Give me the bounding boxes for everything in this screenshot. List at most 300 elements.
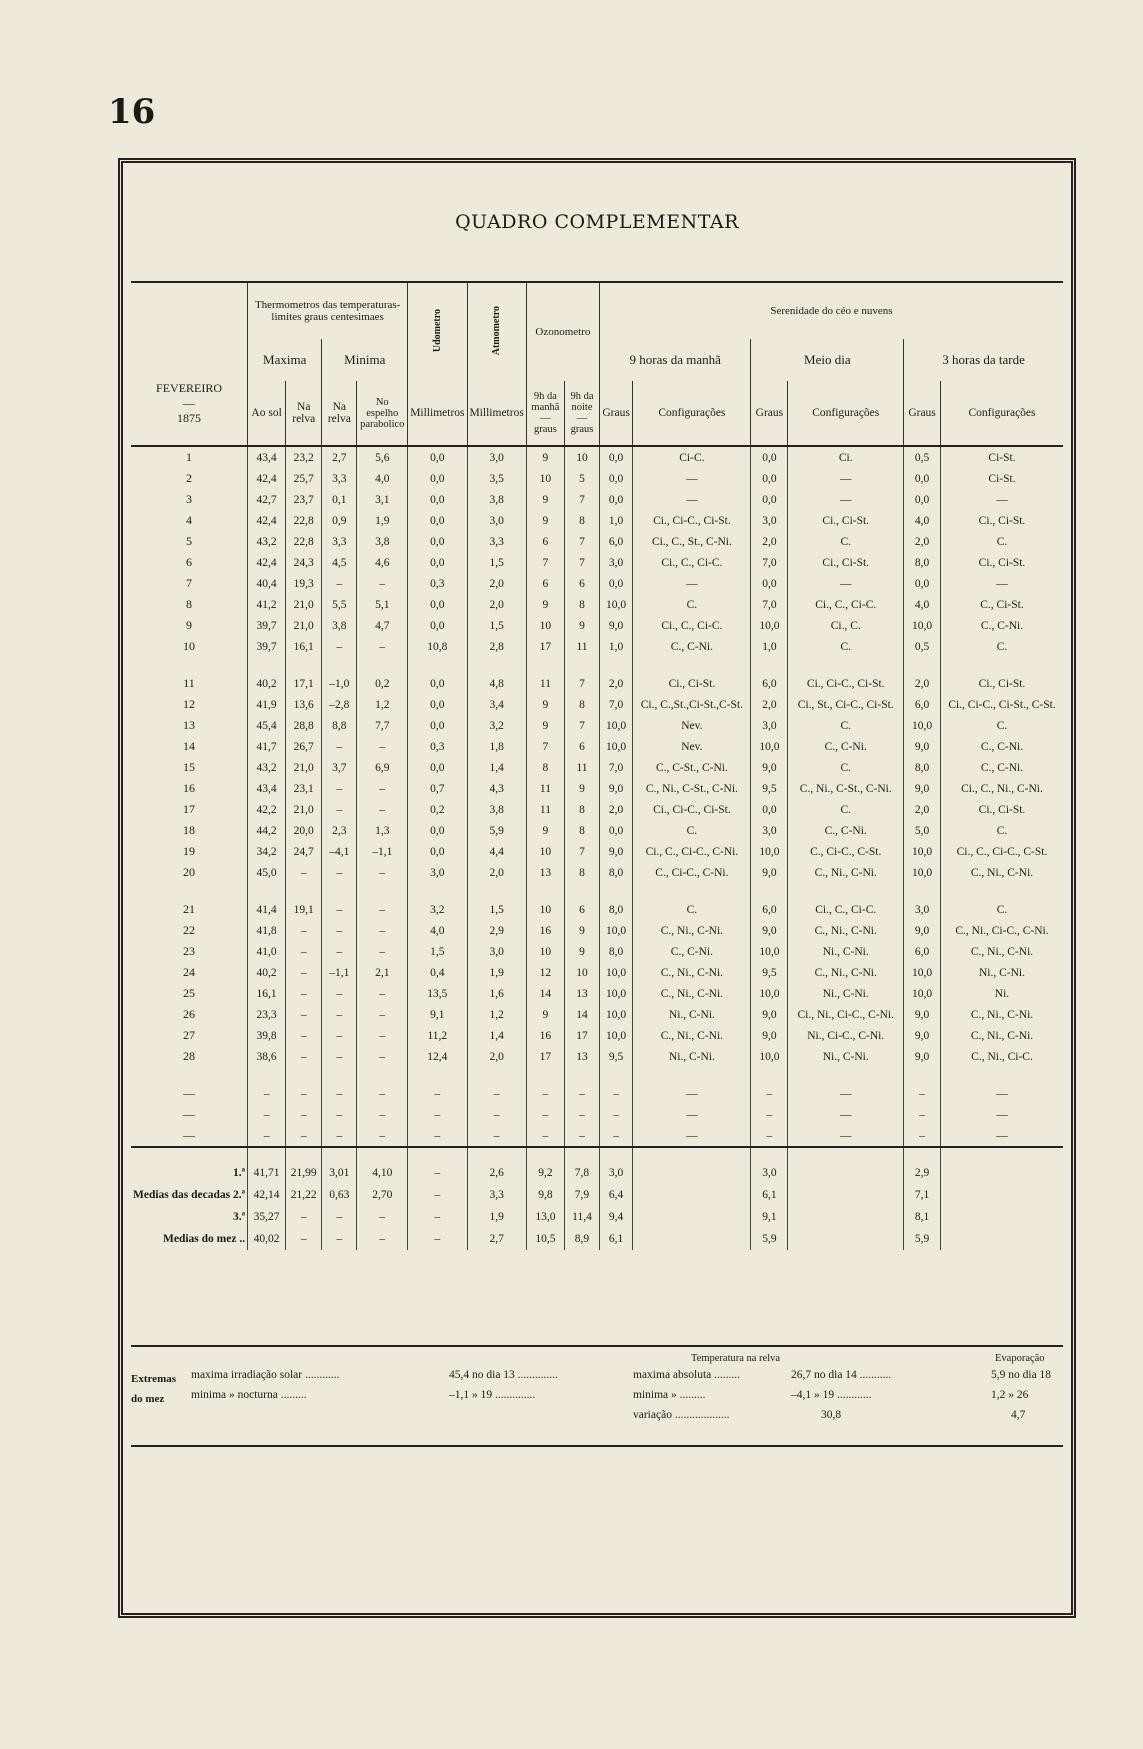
table-cell: – — [751, 1104, 788, 1125]
table-cell: 7 — [565, 489, 600, 510]
table-cell: 8 — [565, 820, 600, 841]
table-cell: 2,0 — [467, 594, 526, 615]
day-cell: — — [183, 1086, 196, 1100]
table-cell: – — [322, 778, 357, 799]
table-cell: – — [467, 1125, 526, 1147]
table-cell: 8 — [565, 510, 600, 531]
table-cell: 1,5 — [467, 552, 526, 573]
table-cell: 3,3 — [467, 531, 526, 552]
table-cell: C., C-Ni. — [788, 736, 904, 757]
table-cell: C. — [940, 715, 1063, 736]
summary-cell: – — [357, 1206, 408, 1228]
table-cell: 4,5 — [322, 552, 357, 573]
table-row — [131, 468, 1063, 489]
table-cell: C., Ni., C-Ni. — [940, 941, 1063, 962]
summary-cell — [788, 1228, 904, 1250]
summary-cell — [788, 1184, 904, 1206]
table-cell: – — [357, 1004, 408, 1025]
table-cell: 10,0 — [751, 941, 788, 962]
table-cell: Ci., Ci-C., Ci-St. — [633, 799, 751, 820]
table-cell: – — [322, 736, 357, 757]
table-cell: – — [322, 1004, 357, 1025]
table-cell: 12,4 — [408, 1046, 467, 1067]
table-cell: — — [788, 1083, 904, 1104]
summary-cell: 9,4 — [599, 1206, 632, 1228]
config-3h-header: Configurações — [940, 381, 1063, 446]
table-cell: Ci., C.,St.,Ci-St.,C-St. — [633, 694, 751, 715]
atmometro-header: Atmometro — [467, 282, 526, 381]
table-cell: C., Ni., C-Ni. — [788, 962, 904, 983]
table-cell: 41,2 — [248, 594, 286, 615]
table-cell: –4,1 — [322, 841, 357, 862]
table-cell: 10,0 — [599, 594, 632, 615]
day-cell: 13 — [183, 718, 196, 732]
table-cell: – — [357, 1104, 408, 1125]
day-cell: 2 — [186, 471, 193, 485]
table-cell: 3,0 — [467, 446, 526, 468]
table-cell: 4,7 — [357, 615, 408, 636]
table-cell: 39,7 — [248, 615, 286, 636]
month-header — [131, 282, 248, 381]
ex1-c: maxima absoluta ......... — [633, 1369, 740, 1381]
table-cell: C. — [633, 820, 751, 841]
day-cell: 20 — [183, 865, 196, 879]
table-cell: – — [904, 1104, 941, 1125]
table-cell: 10,0 — [904, 841, 941, 862]
table-cell: 7,0 — [599, 757, 632, 778]
table-cell: C., Ni., C-Ni. — [940, 1004, 1063, 1025]
summary-cell: 9,1 — [751, 1206, 788, 1228]
na-relva-max-header: Na relva — [286, 381, 322, 446]
table-cell: 6,9 — [357, 757, 408, 778]
table-cell: 34,2 — [248, 841, 286, 862]
summary-label: Medias do mez .. — [162, 1233, 246, 1245]
table-cell: 6 — [565, 899, 600, 920]
table-cell: 39,7 — [248, 636, 286, 657]
table-cell: 2,1 — [357, 962, 408, 983]
table-cell: – — [286, 1025, 322, 1046]
table-cell: Ci., Ci-St. — [940, 673, 1063, 694]
table-cell: – — [286, 1004, 322, 1025]
table-cell: 0,0 — [408, 694, 467, 715]
table-row — [131, 615, 1063, 636]
table-cell: 11 — [565, 757, 600, 778]
ex2-a: minima » nocturna ......... — [191, 1389, 307, 1401]
table-cell: 9,0 — [904, 1004, 941, 1025]
table-cell: 10 — [526, 841, 564, 862]
table-cell: 3,3 — [322, 468, 357, 489]
table-cell: 2,3 — [322, 820, 357, 841]
table-cell: 10,0 — [599, 920, 632, 941]
table-cell: Ni., C-Ni. — [788, 1046, 904, 1067]
table-cell: C. — [940, 820, 1063, 841]
table-cell: 7 — [526, 552, 564, 573]
table-cell: 0,0 — [408, 841, 467, 862]
summary-label: 3.ª — [233, 1211, 246, 1223]
table-cell: C., Ni., C-Ni. — [633, 920, 751, 941]
table-cell: 10 — [526, 615, 564, 636]
table-cell: 9,0 — [751, 1025, 788, 1046]
day-cell: 5 — [186, 534, 193, 548]
table-cell: 45,4 — [248, 715, 286, 736]
table-cell: C., Ni., C-Ni. — [940, 862, 1063, 883]
ex3-d: 30,8 — [821, 1409, 842, 1421]
table-cell: 10,0 — [904, 615, 941, 636]
table-cell: – — [526, 1125, 564, 1147]
table-cell: 8 — [565, 694, 600, 715]
table-cell: 6 — [565, 573, 600, 594]
table-cell: C., C-Ni. — [788, 820, 904, 841]
table-cell: 22,8 — [286, 510, 322, 531]
table-cell: – — [357, 899, 408, 920]
table-cell: – — [286, 1083, 322, 1104]
table-row — [131, 489, 1063, 510]
table-cell: 9,0 — [599, 841, 632, 862]
meio-dia-header: Meio dia — [751, 339, 904, 381]
table-cell: 2,0 — [467, 1046, 526, 1067]
decade-gap — [131, 883, 1063, 899]
table-cell: Ci-C. — [633, 446, 751, 468]
table-cell: – — [357, 1083, 408, 1104]
table-frame — [118, 158, 1076, 1618]
table-cell: Ni., C-Ni. — [940, 962, 1063, 983]
summary-cell — [788, 1206, 904, 1228]
day-cell: 1 — [186, 450, 193, 464]
table-cell: – — [248, 1104, 286, 1125]
table-cell: – — [248, 1083, 286, 1104]
data-table — [131, 281, 1063, 1250]
table-cell: — — [940, 489, 1063, 510]
table-cell: 0,0 — [751, 489, 788, 510]
table-cell: 21,0 — [286, 799, 322, 820]
table-cell: 9 — [526, 510, 564, 531]
table-cell: 9,0 — [751, 920, 788, 941]
table-row — [131, 636, 1063, 657]
table-cell: 3,0 — [904, 899, 941, 920]
table-cell: 3,0 — [467, 941, 526, 962]
table-cell: 7 — [565, 552, 600, 573]
table-cell: – — [357, 799, 408, 820]
day-cell: 17 — [183, 802, 196, 816]
summary-cell — [633, 1184, 751, 1206]
table-cell: 7,7 — [357, 715, 408, 736]
table-row — [131, 552, 1063, 573]
table-cell: 8,0 — [599, 941, 632, 962]
table-cell: C. — [940, 899, 1063, 920]
table-cell: 1,8 — [467, 736, 526, 757]
table-row — [131, 1004, 1063, 1025]
table-row — [131, 446, 1063, 468]
table-cell: 3,4 — [467, 694, 526, 715]
summary-cell: – — [408, 1228, 467, 1250]
table-row — [131, 510, 1063, 531]
summary-cell: 3,01 — [322, 1147, 357, 1184]
table-cell: Ci., Ci-C., Ci-St. — [788, 673, 904, 694]
table-cell: – — [322, 573, 357, 594]
day-cell: 14 — [183, 739, 196, 753]
day-cell: 23 — [183, 944, 196, 958]
table-cell: 21,0 — [286, 757, 322, 778]
summary-cell: 21,99 — [286, 1147, 322, 1184]
table-cell: 43,2 — [248, 531, 286, 552]
table-cell: – — [467, 1104, 526, 1125]
table-cell: – — [526, 1083, 564, 1104]
table-cell: 45,0 — [248, 862, 286, 883]
table-cell: 40,2 — [248, 962, 286, 983]
table-cell: 23,3 — [248, 1004, 286, 1025]
summary-cell: – — [408, 1206, 467, 1228]
table-cell: 42,4 — [248, 510, 286, 531]
summary-cell: 5,9 — [751, 1228, 788, 1250]
config-md-header: Configurações — [788, 381, 904, 446]
table-cell: 0,5 — [904, 446, 941, 468]
table-cell: 16 — [526, 920, 564, 941]
summary-row — [131, 1206, 1063, 1228]
day-cell: 26 — [183, 1007, 196, 1021]
table-cell: – — [751, 1125, 788, 1147]
table-cell: C., Ni., C-Ni. — [633, 983, 751, 1004]
table-cell: Ci., Ci-St. — [788, 552, 904, 573]
table-cell: 9,0 — [904, 920, 941, 941]
summary-cell: 6,1 — [599, 1228, 632, 1250]
summary-cell: 21,22 — [286, 1184, 322, 1206]
table-cell: 6,0 — [751, 899, 788, 920]
summary-cell: 7,8 — [565, 1147, 600, 1184]
table-cell: 5 — [565, 468, 600, 489]
bottom-rule — [131, 1445, 1063, 1447]
table-cell: Ci. — [788, 446, 904, 468]
table-cell: – — [322, 941, 357, 962]
page-number: 16 — [108, 92, 156, 132]
table-cell: 0,0 — [408, 615, 467, 636]
table-cell: 28,8 — [286, 715, 322, 736]
table-cell: 23,2 — [286, 446, 322, 468]
table-cell: — — [633, 468, 751, 489]
table-cell: C., Ni., C-St., C-Ni. — [788, 778, 904, 799]
relva-subheader: Temperatura na relva — [691, 1353, 781, 1364]
table-cell: 9 — [565, 778, 600, 799]
table-cell: 0,5 — [904, 636, 941, 657]
table-cell: – — [286, 1104, 322, 1125]
table-cell: Ci-St. — [940, 468, 1063, 489]
day-cell: 9 — [186, 618, 193, 632]
table-row — [131, 694, 1063, 715]
table-cell: 11,2 — [408, 1025, 467, 1046]
table-cell: – — [286, 941, 322, 962]
table-cell: – — [565, 1104, 600, 1125]
table-cell: 0,0 — [599, 446, 632, 468]
table-cell: 3,8 — [322, 615, 357, 636]
summary-cell: 8,9 — [565, 1228, 600, 1250]
extremes-label: Extremas do mez — [131, 1373, 177, 1405]
summary-cell: 13,0 — [526, 1206, 564, 1228]
graus-md-header: Graus — [751, 381, 788, 446]
table-cell: – — [322, 920, 357, 941]
table-cell: Ci., Ci-C., Ci-St. — [633, 510, 751, 531]
table-cell: 0,0 — [751, 446, 788, 468]
table-cell: Ci-St. — [940, 446, 1063, 468]
summary-cell — [940, 1228, 1063, 1250]
table-cell: Ci., C., St., C-Ni. — [633, 531, 751, 552]
table-cell: 3,0 — [751, 820, 788, 841]
table-cell: 41,0 — [248, 941, 286, 962]
table-cell: – — [322, 1125, 357, 1147]
table-cell: 14 — [526, 983, 564, 1004]
table-cell: 40,4 — [248, 573, 286, 594]
table-cell: 23,7 — [286, 489, 322, 510]
summary-cell — [633, 1228, 751, 1250]
maxima-header: Maxima — [248, 339, 322, 381]
table-cell: Ci., Ci-St. — [633, 673, 751, 694]
udometro-header: Udometro — [408, 282, 467, 381]
table-cell: 24,7 — [286, 841, 322, 862]
table-cell: 11 — [526, 673, 564, 694]
table-cell: 41,9 — [248, 694, 286, 715]
table-cell: 0,0 — [599, 489, 632, 510]
table-cell: 8,0 — [904, 552, 941, 573]
summary-cell: 9,2 — [526, 1147, 564, 1184]
table-cell: 17 — [526, 1046, 564, 1067]
table-cell: 42,7 — [248, 489, 286, 510]
day-cell: 6 — [186, 555, 193, 569]
table-cell: 1,0 — [599, 510, 632, 531]
table-cell: 16 — [526, 1025, 564, 1046]
table-cell: 0,0 — [904, 489, 941, 510]
table-cell: 3,0 — [751, 715, 788, 736]
summary-cell: 2,7 — [467, 1228, 526, 1250]
table-cell: 41,8 — [248, 920, 286, 941]
table-cell: 0,3 — [408, 736, 467, 757]
table-cell: 0,0 — [408, 673, 467, 694]
day-cell: 27 — [183, 1028, 196, 1042]
table-cell: 0,2 — [408, 799, 467, 820]
table-cell: 13,5 — [408, 983, 467, 1004]
udo-unit-header: Millimetros — [408, 381, 467, 446]
day-cell: 15 — [183, 760, 196, 774]
table-cell: Ci., C., Ni., C-Ni. — [940, 778, 1063, 799]
table-cell: – — [357, 1125, 408, 1147]
table-cell: 10,0 — [904, 983, 941, 1004]
table-cell: 10,0 — [751, 615, 788, 636]
table-cell: 6,0 — [751, 673, 788, 694]
table-cell: Ni., C-Ni. — [633, 1004, 751, 1025]
table-cell: 2,0 — [599, 673, 632, 694]
table-cell: 8 — [565, 799, 600, 820]
summary-cell: 41,71 — [248, 1147, 286, 1184]
day-cell: — — [183, 1107, 196, 1121]
summary-cell: 2,70 — [357, 1184, 408, 1206]
summary-cell — [940, 1206, 1063, 1228]
table-cell: 3,8 — [467, 799, 526, 820]
table-cell: – — [322, 1083, 357, 1104]
table-cell: 10,0 — [904, 862, 941, 883]
table-cell: 2,0 — [904, 531, 941, 552]
table-cell: 10,0 — [599, 1004, 632, 1025]
table-cell: 0,0 — [408, 757, 467, 778]
table-cell: 4,0 — [408, 920, 467, 941]
espelho-header: No espelho parabolico — [357, 381, 408, 446]
month-cell: FEVEREIRO — 1875 — [131, 381, 248, 446]
table-cell: 16,1 — [248, 983, 286, 1004]
table-cell: 11 — [565, 636, 600, 657]
day-cell: 7 — [186, 576, 193, 590]
table-row — [131, 757, 1063, 778]
table-cell: 0,2 — [357, 673, 408, 694]
table-cell: 0,0 — [408, 594, 467, 615]
table-cell: 40,2 — [248, 673, 286, 694]
table-row — [131, 899, 1063, 920]
table-cell: — — [940, 573, 1063, 594]
table-cell: 1,0 — [751, 636, 788, 657]
table-cell: 2,0 — [751, 531, 788, 552]
table-cell: 12 — [526, 962, 564, 983]
table-cell: 43,4 — [248, 778, 286, 799]
table-cell: — — [788, 1104, 904, 1125]
evap-subheader: Evaporação — [995, 1353, 1045, 1364]
table-cell: 13,6 — [286, 694, 322, 715]
table-cell: – — [357, 636, 408, 657]
table-cell: 2,0 — [467, 862, 526, 883]
graus-9h-header: Graus — [599, 381, 632, 446]
table-row — [131, 920, 1063, 941]
table-cell: 8,0 — [599, 862, 632, 883]
table-cell: 43,2 — [248, 757, 286, 778]
table-cell: 0,0 — [408, 820, 467, 841]
table-cell: 2,8 — [467, 636, 526, 657]
summary-cell: 5,9 — [904, 1228, 941, 1250]
table-cell: – — [286, 1125, 322, 1147]
table-cell: – — [357, 920, 408, 941]
table-cell: 8,0 — [904, 757, 941, 778]
table-cell: 5,6 — [357, 446, 408, 468]
table-cell: 7 — [565, 531, 600, 552]
table-cell: Ci., C. — [788, 615, 904, 636]
summary-cell: 11,4 — [565, 1206, 600, 1228]
table-cell: 44,2 — [248, 820, 286, 841]
table-cell: 1,5 — [408, 941, 467, 962]
table-cell: 20,0 — [286, 820, 322, 841]
table-cell: — — [940, 1104, 1063, 1125]
table-cell: C., Ni., Ci-C. — [940, 1046, 1063, 1067]
table-cell: 10,0 — [904, 715, 941, 736]
day-cell: 3 — [186, 492, 193, 506]
summary-cell: – — [408, 1147, 467, 1184]
table-cell: 19,3 — [286, 573, 322, 594]
table-cell: 42,2 — [248, 799, 286, 820]
table-cell: 3,0 — [408, 862, 467, 883]
table-cell: 5,9 — [467, 820, 526, 841]
table-cell: 9,0 — [904, 1025, 941, 1046]
table-cell: 3,7 — [322, 757, 357, 778]
ex1-d: 26,7 no dia 14 ........... — [791, 1369, 892, 1381]
na-relva-min-header: Na relva — [322, 381, 357, 446]
table-cell: Ci., Ci-St. — [940, 510, 1063, 531]
table-cell: C. — [633, 594, 751, 615]
summary-cell: 42,14 — [248, 1184, 286, 1206]
table-cell: 10 — [565, 962, 600, 983]
table-cell: 9,0 — [904, 736, 941, 757]
ex3-c: variação ................... — [633, 1409, 730, 1421]
table-cell: – — [526, 1104, 564, 1125]
table-cell: 3,0 — [599, 552, 632, 573]
table-cell: 10 — [526, 899, 564, 920]
table-body — [131, 446, 1063, 1250]
table-row — [131, 1025, 1063, 1046]
table-cell: C. — [940, 531, 1063, 552]
table-cell: 8 — [565, 594, 600, 615]
summary-cell — [940, 1184, 1063, 1206]
table-cell: 1,3 — [357, 820, 408, 841]
